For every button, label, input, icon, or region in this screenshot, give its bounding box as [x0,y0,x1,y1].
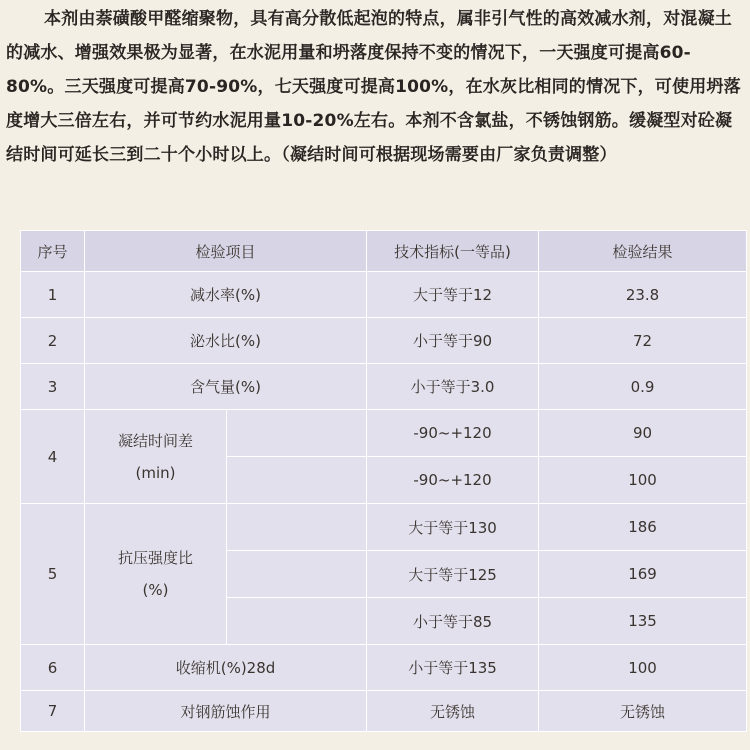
row-item: 含气量(%) [85,364,367,410]
row-spec: 大于等于125 [367,551,539,598]
table-row [21,645,747,691]
table-header-row [21,231,747,272]
row-result: 0.9 [539,364,747,410]
row-result: 169 [539,551,747,598]
row-subitem [227,504,367,551]
row-spec: 小于等于135 [367,645,539,691]
row-no: 1 [21,272,85,318]
row-result: 135 [539,598,747,645]
row-spec: 小于等于90 [367,318,539,364]
row-result: 186 [539,504,747,551]
intro-paragraph: 本剂由萘磺酸甲醛缩聚物，具有高分散低起泡的特点，属非引气性的高效减水剂，对混凝土的减水、增强效果极为显著，在水泥用量和坍落度保持不变的情况下，一天强度可提高60-80%。三天强度可提高70-90%，七天强度可提高100%，在水灰比相同的情况下，可使用坍落度增大三倍左右，并可节约水泥用量10-20%左右。本剂不含氯盐，不锈蚀钢筋。缓凝型对砼凝结时间可延长三到二十个小时以上。（凝结时间可根据现场需要由厂家负责调整） [6,9,741,165]
table-row [21,318,747,364]
header-result: 检验结果 [539,231,747,272]
row-no: 3 [21,364,85,410]
row-no: 2 [21,318,85,364]
row-item: 减水率(%) [85,272,367,318]
table-row [21,272,747,318]
row-item-label: 凝结时间差 [117,431,193,450]
row-no: 6 [21,645,85,691]
row-spec: 无锈蚀 [367,691,539,732]
row-result: 72 [539,318,747,364]
row-spec: -90~+120 [367,457,539,504]
row-result: 90 [539,410,747,457]
row-spec: 大于等于130 [367,504,539,551]
row-result: 无锈蚀 [539,691,747,732]
header-spec: 技术指标(一等品) [367,231,539,272]
header-no: 序号 [21,231,85,272]
row-result: 23.8 [539,272,747,318]
row-spec: 小于等于3.0 [367,364,539,410]
row-result: 100 [539,457,747,504]
row-item: 泌水比(%) [85,318,367,364]
row-spec: -90~+120 [367,410,539,457]
row-result: 100 [539,645,747,691]
row-no: 5 [21,504,85,645]
row-subitem [227,551,367,598]
row-subitem [227,598,367,645]
row-no: 7 [21,691,85,732]
header-item: 检验项目 [85,231,367,272]
row-no: 4 [21,410,85,504]
row-item-unit: (%) [142,581,169,599]
row-item-group [85,504,227,645]
table-row [21,364,747,410]
row-spec: 大于等于12 [367,272,539,318]
row-subitem [227,410,367,457]
table-row [21,410,747,457]
row-item: 收缩机(%)28d [85,645,367,691]
row-item-label: 抗压强度比 [117,549,193,567]
spec-table [20,230,747,732]
row-subitem [227,457,367,504]
row-item-group [85,410,227,504]
table-row [21,691,747,732]
row-item-unit: (min) [135,463,176,482]
table-row [21,504,747,551]
row-item: 对钢筋蚀作用 [85,691,367,732]
row-spec: 小于等于85 [367,598,539,645]
